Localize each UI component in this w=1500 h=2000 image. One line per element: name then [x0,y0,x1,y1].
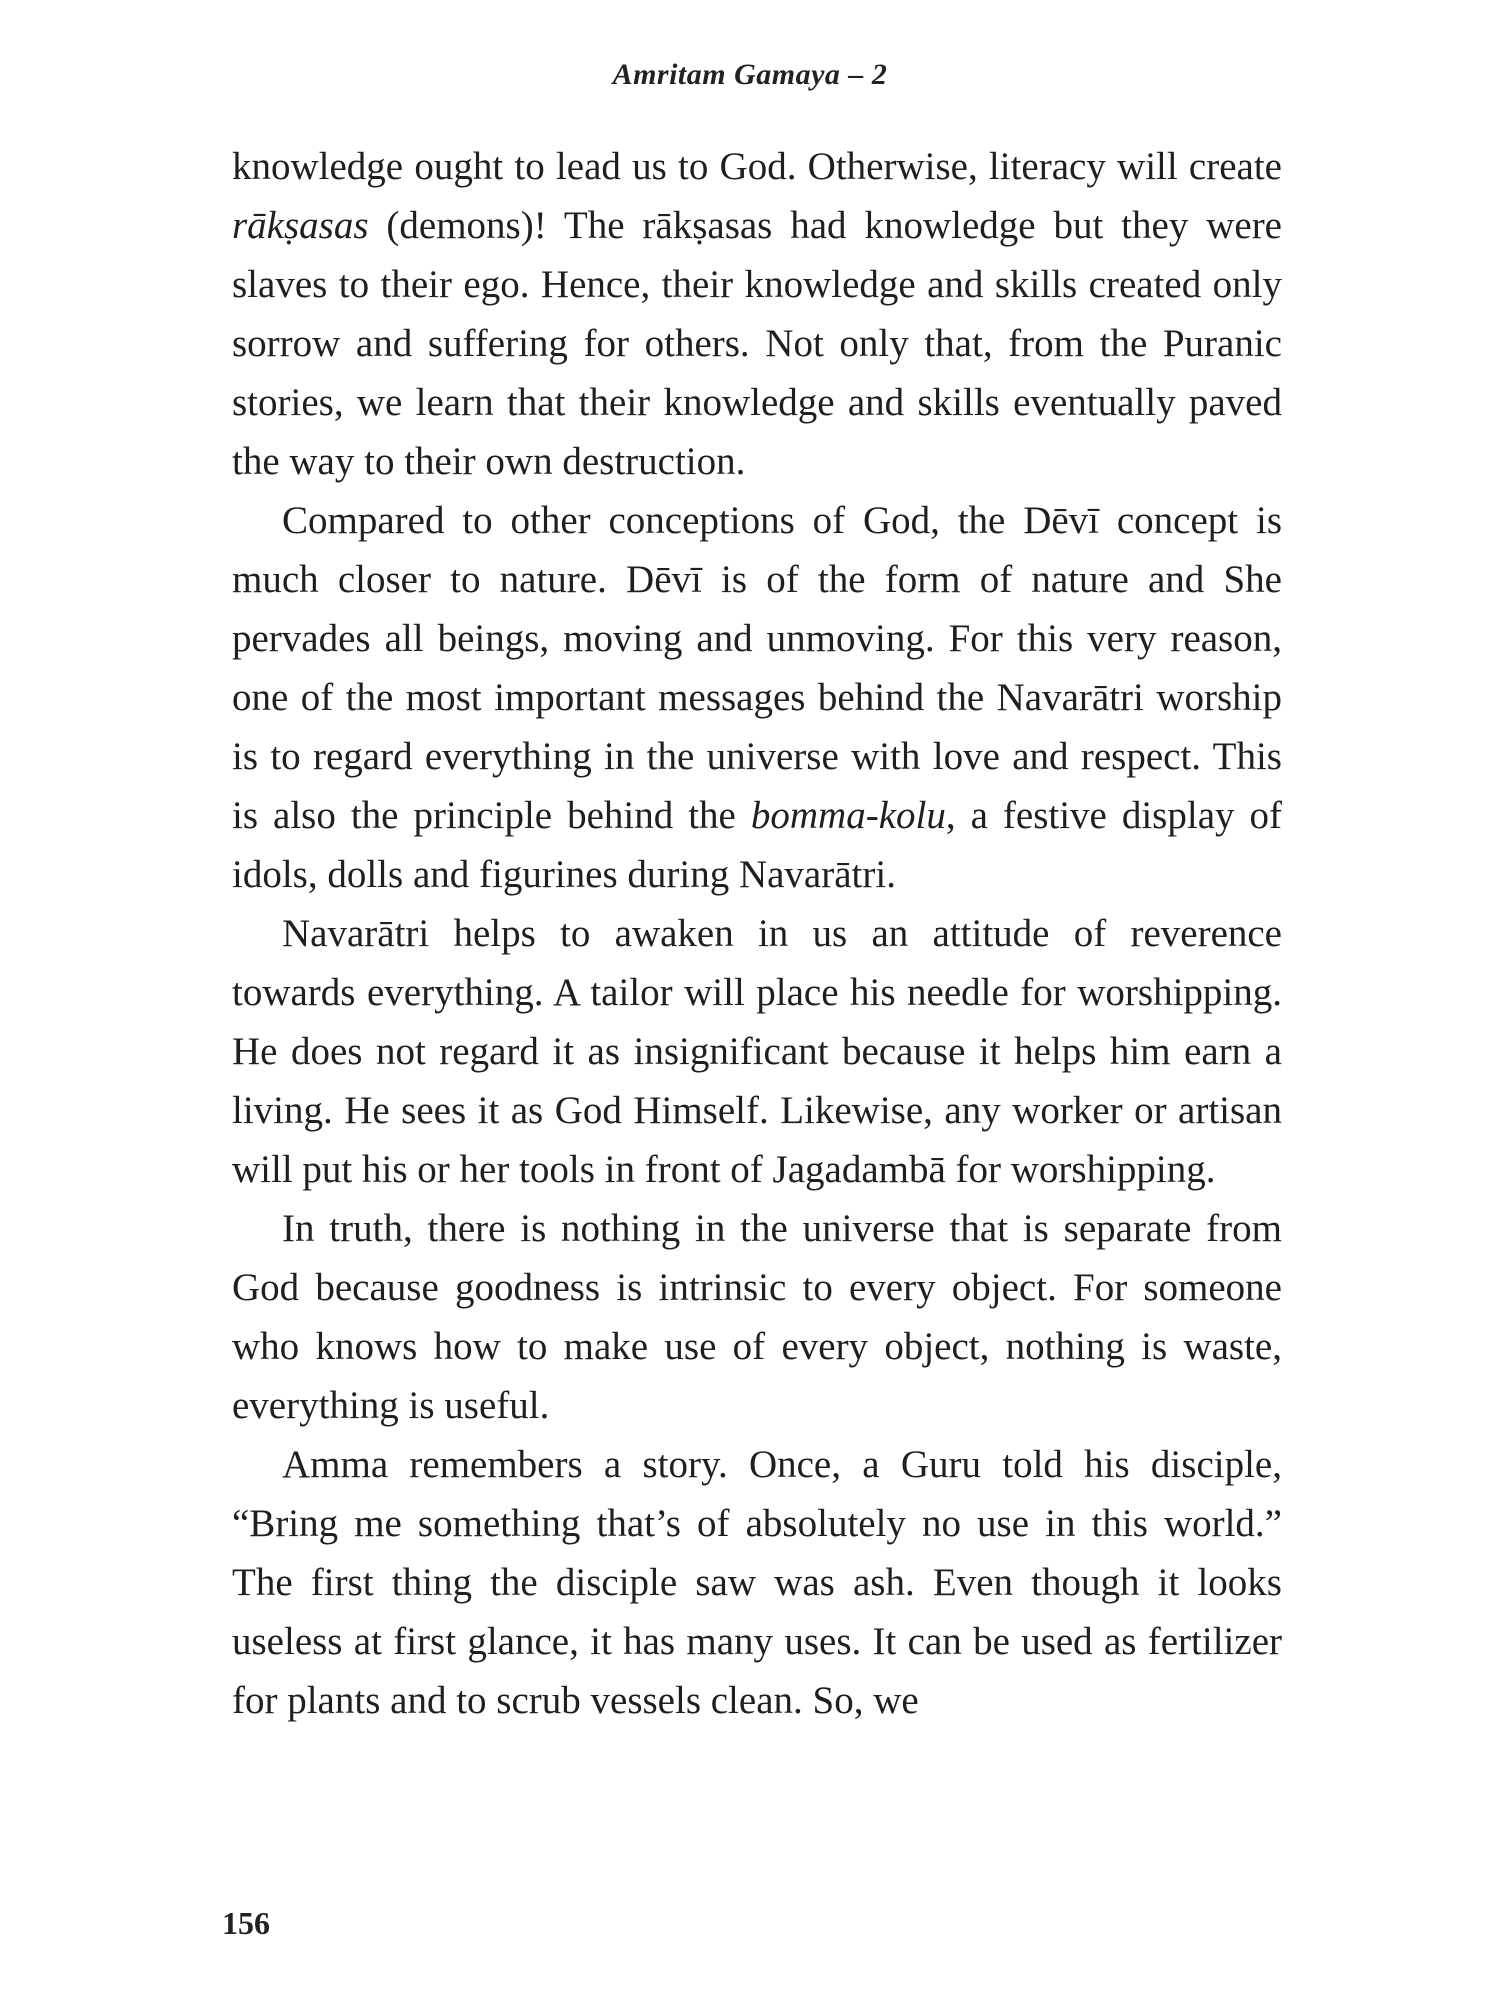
page-number: 156 [222,1905,270,1941]
paragraph-2-italic-term: bomma-kolu [750,794,946,837]
running-head: Amritam Gamaya – 2 [612,58,888,91]
paragraph-1 [232,137,1282,491]
paragraph-1-italic-term: rākṣasas [232,204,369,247]
paragraph-3: Navarātri helps to awaken in us an attitude of reverence towards everything. A tailor will place his needle for worshipping. He does not regard it as insignificant because it helps him earn a living. He sees it as God Himself. Likewise, any worker or artisan will put his or her tools in front of Jagadambā for worshipping. [232,912,1282,1191]
paragraph-2 [232,491,1282,904]
paragraph-4: In truth, there is nothing in the universe that is separate from God because goodness is intrinsic to every object. For someone who knows how to make use of every object, nothing is waste, everything is useful. [232,1207,1282,1427]
paragraph-1-text-a: knowledge ought to lead us to God. Otherwise, literacy will create [232,145,1282,188]
paragraph-2-text-a: Compared to other conceptions of God, the Dēvī concept is much closer to nature. Dēvī is of the form of nature and She pervades all beings, moving and unmoving. For this very reason, one of the most important messages behind the Navarātri worship is to regard everything in the universe with love and respect. This is also the principle behind the [232,499,1282,837]
paragraph-2-text-b: , a festive display of idols, dolls and figurines during Navarātri. [232,794,1282,896]
body-text [232,137,1282,1730]
paragraph-1-text-b: (demons)! The rākṣasas had knowledge but they were slaves to their ego. Hence, their knowledge and skills created only sorrow and suffering for others. Not only that, from the Puranic stories, we learn that their knowledge and skills eventually paved the way to their own destruction. [232,204,1282,483]
paragraph-5: Amma remembers a story. Once, a Guru told his disciple, “Bring me something that’s of absolutely no use in this world.” The first thing the disciple saw was ash. Even though it looks useless at first glance, it has many uses. It can be used as fertilizer for plants and to scrub vessels clean. So, we [232,1443,1282,1722]
